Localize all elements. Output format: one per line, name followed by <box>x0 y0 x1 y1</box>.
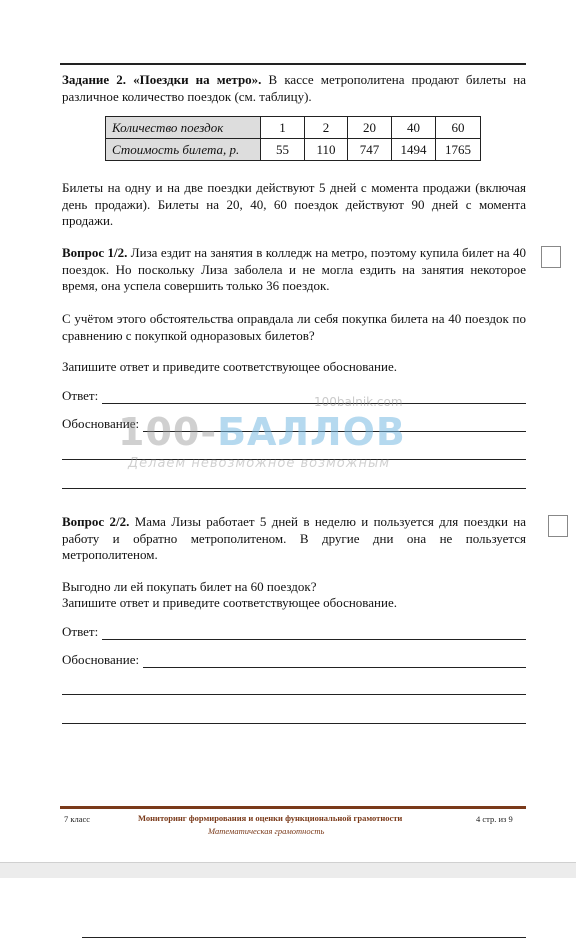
table-row <box>106 117 481 139</box>
question-2-reason-row <box>62 652 526 668</box>
watermark-site: 100balnik.com <box>314 395 403 409</box>
task-heading <box>62 72 526 105</box>
answer-label: Ответ: <box>62 624 99 639</box>
watermark-slogan: Делаем невозможное возможным <box>128 456 391 471</box>
table-cell: 20 <box>348 117 392 139</box>
table-cell: 60 <box>436 117 481 139</box>
question-1-body: Лиза ездит на занятия в колледж на метро, поэтому купила билет на 40 поездок. Но поскольку Лиза заболела и не могла ездить на занятия некоторое время, она успела совершить только 36 поездок. <box>62 245 527 293</box>
table-cell: 1 <box>261 117 305 139</box>
table-row-header: Стоимость билета, р. <box>106 139 261 161</box>
tickets-table <box>105 116 481 161</box>
question-1-instruction: Запишите ответ и приведите соответствующее обоснование. <box>62 359 397 374</box>
question-2-score-box[interactable] <box>548 515 568 537</box>
question-2-question: Выгодно ли ей покупать билет на 60 поездок? <box>62 579 317 594</box>
next-page-rule <box>82 937 526 938</box>
question-1-answer-row <box>62 388 526 404</box>
table-cell: 40 <box>392 117 436 139</box>
question-2-reason-field[interactable] <box>143 655 526 668</box>
footer-grade: 7 класс <box>64 814 91 824</box>
table-cell: 1765 <box>436 139 481 161</box>
task-intro: В кассе метрополитена продают билеты на различное количество поездок (см. таблицу). <box>62 72 526 104</box>
question-2-body: Мама Лизы работает 5 дней в неделю и пользуется для поездки на работу и обратно метрополитеном. В другие дни она не пользуется метрополитеном. <box>62 514 526 562</box>
next-page <box>0 878 576 947</box>
top-rule <box>60 63 526 65</box>
table-row <box>106 139 481 161</box>
table-cell: 2 <box>305 117 348 139</box>
footer-title: Мониторинг формирования и оценки функциональной грамотности <box>138 813 403 823</box>
watermark-brand-gray: 100- <box>118 410 218 454</box>
table-cell: 110 <box>305 139 348 161</box>
table-cell: 747 <box>348 139 392 161</box>
question-2-instruction: Запишите ответ и приведите соответствующее обоснование. <box>62 595 397 610</box>
reason-label: Обоснование: <box>62 416 140 431</box>
question-1-label: Вопрос 1/2. <box>62 245 128 260</box>
footer-rule <box>60 806 526 809</box>
question-1-score-box[interactable] <box>541 246 561 268</box>
reason-label: Обоснование: <box>62 652 140 667</box>
table-row-header: Количество поездок <box>106 117 261 139</box>
question-2-answer-row <box>62 624 526 640</box>
validity-text: Билеты на одну и на две поездки действуют 5 дней с момента продажи (включая день продажи). Билеты на 20, 40, 60 поездок действуют 90 дней с момента продажи. <box>62 180 526 228</box>
watermark-brand-blue: БАЛЛОВ <box>217 410 406 454</box>
question-2-text <box>62 514 526 564</box>
watermark-logo <box>118 410 406 454</box>
question-1-text <box>62 245 526 295</box>
question-2-label: Вопрос 2/2. <box>62 514 130 529</box>
question-2-reason-line[interactable] <box>62 694 526 695</box>
question-1-reason-line[interactable] <box>62 488 526 489</box>
table-cell: 55 <box>261 139 305 161</box>
question-2-answer-field[interactable] <box>102 627 526 640</box>
footer-page-number: 4 стр. из 9 <box>476 814 513 824</box>
table-cell: 1494 <box>392 139 436 161</box>
footer-subtitle: Математическая грамотность <box>208 826 325 836</box>
answer-label: Ответ: <box>62 388 99 403</box>
task-title: Задание 2. «Поездки на метро». <box>62 72 262 87</box>
question-2-reason-line[interactable] <box>62 723 526 724</box>
question-1-question: С учётом этого обстоятельства оправдала ли себя покупка билета на 40 поездок по сравнению с покупкой одноразовых билетов? <box>62 311 526 343</box>
